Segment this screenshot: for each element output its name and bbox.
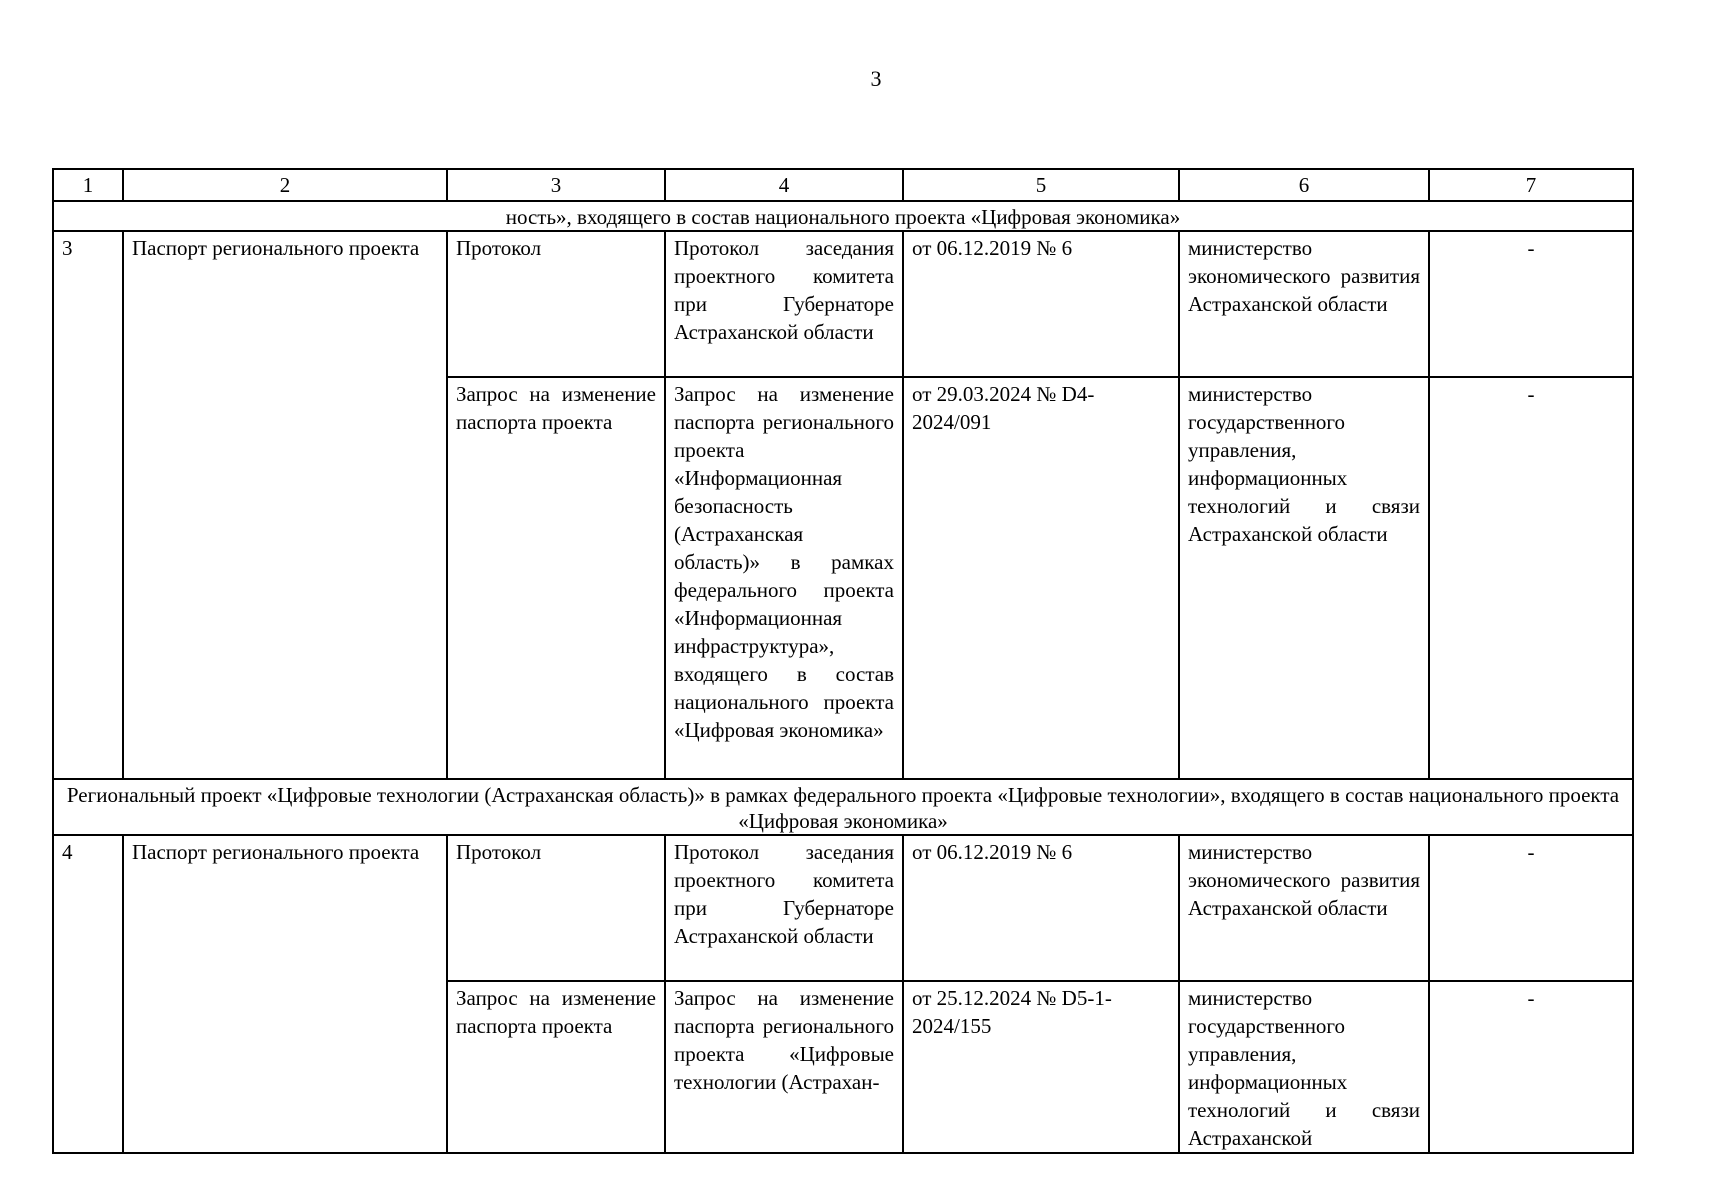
row-number: 3 xyxy=(53,231,123,779)
note: - xyxy=(1429,377,1633,779)
document-title: Запрос на изменение паспорта регионального проекта «Цифровые технологии (Астрахан- xyxy=(665,981,903,1153)
column-header-row xyxy=(53,169,1633,201)
document-date-number: от 06.12.2019 № 6 xyxy=(903,835,1179,981)
document-date-number: от 25.12.2024 № D5-1-2024/155 xyxy=(903,981,1179,1153)
note: - xyxy=(1429,981,1633,1153)
registry-table xyxy=(52,168,1634,1154)
document-type: Протокол xyxy=(447,835,665,981)
section-row xyxy=(53,779,1633,835)
document-type: Протокол xyxy=(447,231,665,377)
note: - xyxy=(1429,835,1633,981)
section-title: Региональный проект «Цифровые технологии (Астраханская область)» в рамках федерального проекта «Цифровые технологии», входящего в состав национального проекта «Цифровая экономика» xyxy=(53,779,1633,835)
section-title: ность», входящего в состав национального проекта «Цифровая экономика» xyxy=(53,201,1633,231)
document-name: Паспорт регионального проекта xyxy=(123,231,447,779)
document-date-number: от 29.03.2024 № D4-2024/091 xyxy=(903,377,1179,779)
document-title: Протокол заседания проектного комитета при Губернаторе Астраханской области xyxy=(665,835,903,981)
document-title: Протокол заседания проектного комитета при Губернаторе Астраханской области xyxy=(665,231,903,377)
responsible-organ: министерство экономического развития Астраханской области xyxy=(1179,231,1429,377)
responsible-organ: министерство государственного управления, информационных технологий и связи Астраханской xyxy=(1179,981,1429,1153)
table-row xyxy=(53,231,1633,377)
column-header: 4 xyxy=(665,169,903,201)
row-number: 4 xyxy=(53,835,123,1153)
document-type: Запрос на изменение паспорта проекта xyxy=(447,981,665,1153)
column-header: 6 xyxy=(1179,169,1429,201)
responsible-organ: министерство экономического развития Астраханской области xyxy=(1179,835,1429,981)
document-date-number: от 06.12.2019 № 6 xyxy=(903,231,1179,377)
column-header: 7 xyxy=(1429,169,1633,201)
note: - xyxy=(1429,231,1633,377)
column-header: 3 xyxy=(447,169,665,201)
column-header: 1 xyxy=(53,169,123,201)
table-row xyxy=(53,835,1633,981)
column-header: 2 xyxy=(123,169,447,201)
section-row xyxy=(53,201,1633,231)
document-type: Запрос на изменение паспорта проекта xyxy=(447,377,665,779)
page-number: 3 xyxy=(870,66,882,91)
responsible-organ: министерство государственного управления, информационных технологий и связи Астраханской области xyxy=(1179,377,1429,779)
document-name: Паспорт регионального проекта xyxy=(123,835,447,1153)
document-title: Запрос на изменение паспорта регионального проекта «Информационная безопасность (Астраханская область)» в рамках федерального проекта «Информационная инфраструктура», входящего в состав национального проекта «Цифровая экономика» xyxy=(665,377,903,779)
column-header: 5 xyxy=(903,169,1179,201)
